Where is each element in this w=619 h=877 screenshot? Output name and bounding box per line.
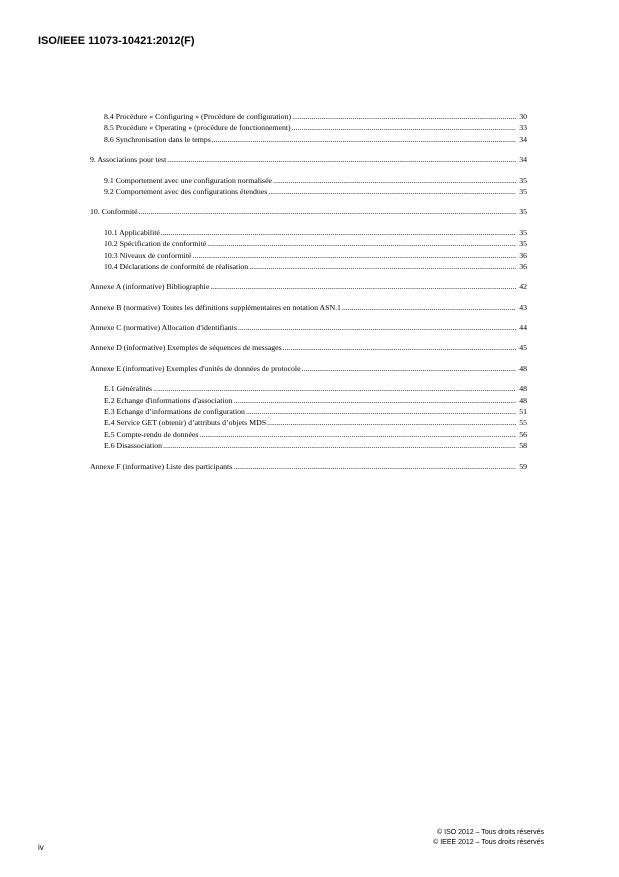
toc-leader-dots xyxy=(163,440,516,451)
toc-leader-dots xyxy=(207,238,516,249)
toc-entry-title: 8.5 Procédure « Operating » (procédure de fonctionnement) xyxy=(104,123,291,133)
toc-entry-page: 35 xyxy=(519,207,527,217)
toc-entry-9-1[interactable] xyxy=(90,175,527,186)
toc-entry-title: Annexe F (informative) Liste des participants xyxy=(90,461,233,471)
toc-leader-dots xyxy=(292,111,516,122)
toc-leader-dots xyxy=(212,134,516,145)
toc-entry-8-6[interactable] xyxy=(90,134,527,145)
toc-entry-page: 45 xyxy=(519,343,527,353)
toc-leader-dots xyxy=(167,154,516,165)
toc-leader-dots xyxy=(192,250,516,261)
toc-entry-e-1[interactable] xyxy=(90,383,527,394)
toc-entry-8-5[interactable] xyxy=(90,122,527,133)
toc-entry-page: 48 xyxy=(519,395,527,405)
toc-entry-page: 58 xyxy=(519,441,527,451)
toc-entry-page: 34 xyxy=(519,134,527,144)
toc-leader-dots xyxy=(238,322,516,333)
toc-entry-page: 48 xyxy=(519,363,527,373)
toc-entry-title: Annexe B (normative) Toutes les définitions supplémentaires en notation ASN.1 xyxy=(90,302,341,312)
toc-entry-annex-e[interactable] xyxy=(90,363,527,374)
toc-entry-9[interactable] xyxy=(90,154,527,165)
toc-entry-title: 9.1 Comportement avec une configuration normalisée xyxy=(104,175,273,185)
toc-leader-dots xyxy=(199,429,516,440)
toc-entry-page: 44 xyxy=(519,323,527,333)
toc-leader-dots xyxy=(233,461,516,472)
toc-entry-title: Annexe C (normative) Allocation d'identifiants xyxy=(90,323,237,333)
toc-entry-page: 36 xyxy=(519,261,527,271)
toc-entry-title: 10.2 Spécification de conformité xyxy=(104,239,207,249)
toc-entry-page: 35 xyxy=(519,186,527,196)
toc-leader-dots xyxy=(139,206,516,217)
toc-entry-title: 10.3 Niveaux de conformité xyxy=(104,250,192,260)
copyright-notice xyxy=(433,828,544,848)
toc-entry-e-4[interactable] xyxy=(90,417,527,428)
toc-leader-dots xyxy=(267,417,516,428)
toc-entry-annex-d[interactable] xyxy=(90,342,527,353)
toc-entry-title: E.2 Echange d'informations d'association xyxy=(104,395,233,405)
toc-leader-dots xyxy=(210,281,516,292)
toc-entry-title: 8.6 Synchronisation dans le temps xyxy=(104,134,211,144)
toc-entry-page: 33 xyxy=(519,123,527,133)
toc-entry-8-4[interactable] xyxy=(90,111,527,122)
toc-entry-title: E.4 Service GET (obtenir) d’attributs d’objets MDS xyxy=(104,418,267,428)
toc-entry-page: 35 xyxy=(519,239,527,249)
toc-entry-title: 10.4 Déclarations de conformité de réalisation xyxy=(104,261,249,271)
toc-leader-dots xyxy=(246,406,516,417)
toc-leader-dots xyxy=(268,186,516,197)
toc-entry-title: Annexe E (informative) Exemples d'unités de données de protocole xyxy=(90,363,301,373)
toc-leader-dots xyxy=(283,342,516,353)
toc-entry-title: E.5 Compte-rendu de données xyxy=(104,429,199,439)
toc-entry-page: 36 xyxy=(519,250,527,260)
toc-leader-dots xyxy=(273,175,516,186)
page-number: iv xyxy=(38,843,44,852)
toc-entry-page: 43 xyxy=(519,302,527,312)
toc-entry-page: 55 xyxy=(519,418,527,428)
toc-leader-dots xyxy=(249,261,516,272)
toc-entry-page: 59 xyxy=(519,461,527,471)
toc-entry-page: 35 xyxy=(519,175,527,185)
toc-leader-dots xyxy=(302,363,516,374)
toc-entry-10-2[interactable] xyxy=(90,238,527,249)
toc-entry-10-3[interactable] xyxy=(90,250,527,261)
toc-entry-title: 10. Conformité xyxy=(90,207,138,217)
toc-entry-page: 30 xyxy=(519,112,527,121)
toc-entry-annex-b[interactable] xyxy=(90,302,527,313)
toc-leader-dots xyxy=(153,383,516,394)
toc-entry-title: 9. Associations pour test xyxy=(90,155,167,165)
toc-entry-annex-a[interactable] xyxy=(90,281,527,292)
toc-entry-page: 56 xyxy=(519,429,527,439)
toc-entry-title: 10.1 Applicabilité xyxy=(104,227,160,237)
toc-entry-page: 48 xyxy=(519,384,527,394)
toc-entry-9-2[interactable] xyxy=(90,186,527,197)
toc-entry-title: E.1 Généralités xyxy=(104,384,153,394)
toc-entry-title: E.6 Disassociation xyxy=(104,441,163,451)
toc-entry-title: 8.4 Procédure « Configuring » (Procédure de configuration) xyxy=(104,112,292,121)
toc-entry-title: Annexe D (informative) Exemples de séquences de messages xyxy=(90,343,282,353)
table-of-contents xyxy=(90,111,527,472)
toc-leader-dots xyxy=(161,227,516,238)
toc-entry-title: 9.2 Comportement avec des configurations étendues xyxy=(104,186,268,196)
toc-entry-e-3[interactable] xyxy=(90,406,527,417)
toc-entry-page: 35 xyxy=(519,227,527,237)
copyright-ieee: © IEEE 2012 – Tous droits réservés xyxy=(433,839,544,846)
toc-leader-dots xyxy=(292,122,516,133)
document-id-header: ISO/IEEE 11073-10421:2012(F) xyxy=(38,35,195,47)
toc-entry-10-1[interactable] xyxy=(90,227,527,238)
toc-entry-annex-c[interactable] xyxy=(90,322,527,333)
copyright-iso: © ISO 2012 – Tous droits réservés xyxy=(437,829,544,836)
toc-entry-page: 42 xyxy=(519,282,527,292)
toc-entry-10[interactable] xyxy=(90,206,527,217)
toc-entry-title: E.3 Echange d’informations de configuration xyxy=(104,407,245,417)
toc-leader-dots xyxy=(233,395,516,406)
toc-entry-10-4[interactable] xyxy=(90,261,527,272)
toc-entry-e-6[interactable] xyxy=(90,440,527,451)
toc-entry-annex-f[interactable] xyxy=(90,461,527,472)
toc-entry-e-2[interactable] xyxy=(90,395,527,406)
toc-entry-title: Annexe A (informative) Bibliographie xyxy=(90,282,210,292)
toc-leader-dots xyxy=(342,302,516,313)
toc-entry-e-5[interactable] xyxy=(90,429,527,440)
toc-entry-page: 34 xyxy=(519,155,527,165)
toc-entry-page: 51 xyxy=(519,407,527,417)
